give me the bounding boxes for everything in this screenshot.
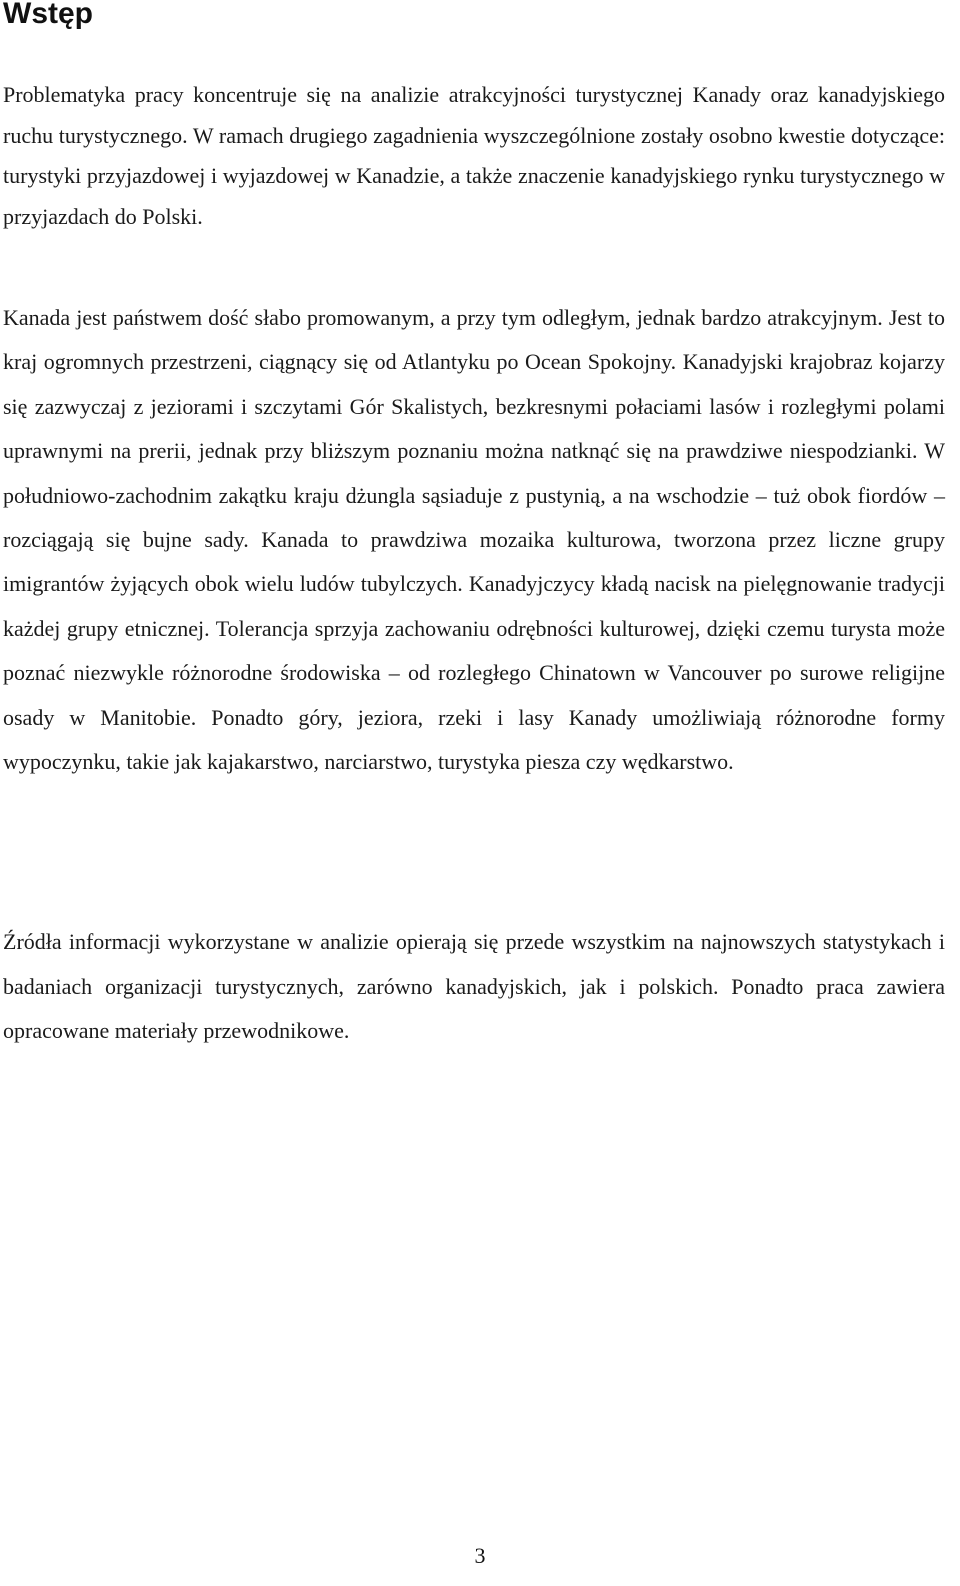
paragraph-intro: Problematyka pracy koncentruje się na analizie atrakcyjności turystycznej Kanady oraz kanadyjskiego ruchu turystycznego. W ramach drugiego zagadnienia wyszczególnione zostały osobno kwestie dotyczące: turystyki przyjazdowej i wyjazdowej w Kanadzie, a także znaczenie kanadyjskiego rynku turystycznego w przyjazdach do Polski. <box>3 82 945 229</box>
page-number: 3 <box>474 1543 486 1568</box>
paragraph-sources: Źródła informacji wykorzystane w analizie opierają się przede wszystkim na najnowszych statystykach i badaniach organizacji turystycznych, zarówno kanadyjskich, jak i polskich. Ponadto praca zawiera opracowane materiały przewodnikowe. <box>3 929 945 1043</box>
section-heading: Wstęp <box>3 0 93 30</box>
paragraph-canada-description: Kanada jest państwem dość słabo promowanym, a przy tym odległym, jednak bardzo atrakcyjnym. Jest to kraj ogromnych przestrzeni, ciągnący się od Atlantyku po Ocean Spokojny. Kanadyjski krajobraz kojarzy się zazwyczaj z jeziorami i szczytami Gór Skalistych, bezkresnymi połaciami lasów i rozległymi polami uprawnymi na prerii, jednak przy bliższym poznaniu można natknąć się na prawdziwe niespodzianki. W południowo-zachodnim zakątku kraju dżungla sąsiaduje z pustynią, a na wschodzie – tuż obok fiordów – rozciągają się bujne sady. Kanada to prawdziwa mozaika kulturowa, tworzona przez liczne grupy imigrantów żyjących obok wielu ludów tubylczych. Kanadyjczycy kładą nacisk na pielęgnowanie tradycji każdej grupy etnicznej. Tolerancja sprzyja zachowaniu odrębności kulturowej, dzięki czemu turysta może poznać niezwykle różnorodne środowiska – od rozległego Chinatown w Vancouver po surowe religijne osady w Manitobie. Ponadto góry, jeziora, rzeki i lasy Kanady umożliwiają różnorodne formy wypoczynku, takie jak kajakarstwo, narciarstwo, turystyka piesza czy wędkarstwo. <box>3 305 945 775</box>
